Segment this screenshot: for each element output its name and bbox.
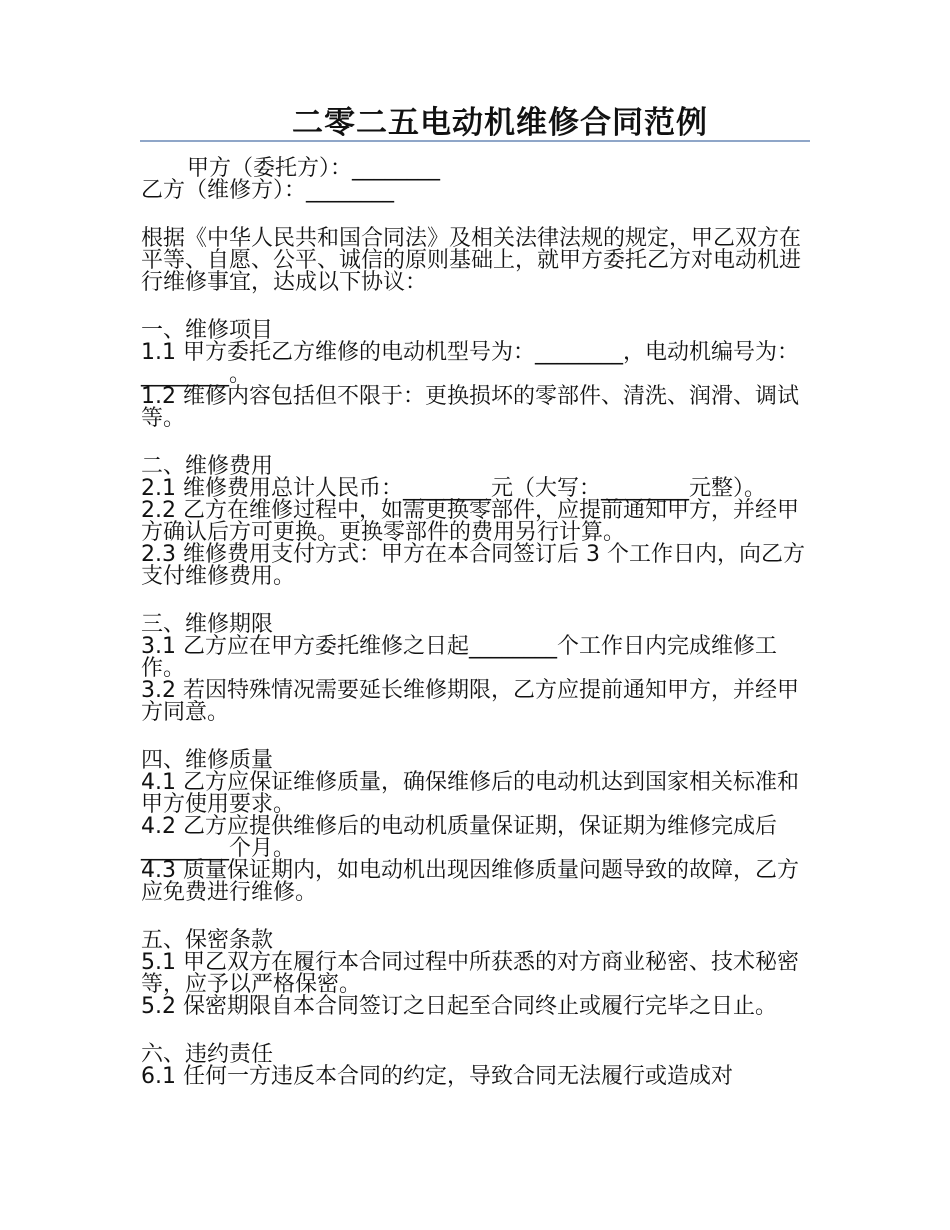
section-maintenance-fees	[141, 456, 809, 588]
section-maintenance-quality	[141, 750, 809, 904]
clause-3-2: 3.2 若因特殊情况需要延长维修期限，乙方应提前通知甲方，并经甲方同意。	[141, 678, 799, 725]
clause-5-1: 5.1 甲乙双方在履行本合同过程中所获悉的对方商业秘密、技术秘密等，应予以严格保密。	[141, 950, 799, 997]
clause-2-1: 2.1 维修费用总计人民币：________元（大写：________元整）。	[141, 476, 766, 501]
section-heading: 六、违约责任	[141, 1042, 274, 1067]
clause-4-2: 4.2 乙方应提供维修后的电动机质量保证期，保证期为维修完成后________个月。	[141, 814, 777, 861]
section-heading: 四、维修质量	[141, 748, 274, 773]
document-body	[141, 158, 809, 1088]
clause-6-1: 6.1 任何一方违反本合同的约定，导致合同无法履行或造成对	[141, 1064, 733, 1089]
section-breach-liability	[141, 1044, 809, 1088]
clause-1-2: 1.2 维修内容包括但不限于：更换损坏的零部件、清洗、润滑、调试等。	[141, 384, 799, 431]
party-b-line: 乙方（维修方）：________	[141, 178, 395, 203]
clause-2-3: 2.3 维修费用支付方式：甲方在本合同签订后 3 个工作日内，向乙方支付维修费用。	[141, 542, 805, 589]
section-heading: 三、维修期限	[141, 612, 274, 637]
section-heading: 二、维修费用	[141, 454, 274, 479]
clause-4-1: 4.1 乙方应保证维修质量，确保维修后的电动机达到国家相关标准和甲方使用要求。	[141, 770, 799, 817]
clause-2-2: 2.2 乙方在维修过程中，如需更换零部件，应提前通知甲方，并经甲方确认后方可更换。更换零部件的费用另行计算。	[141, 498, 799, 545]
clause-5-2: 5.2 保密期限自本合同签订之日起至合同终止或履行完毕之日止。	[141, 994, 777, 1019]
section-maintenance-items	[141, 320, 809, 430]
clause-4-3: 4.3 质量保证期内，如电动机出现因维修质量问题导致的故障，乙方应免费进行维修。	[141, 858, 799, 905]
section-heading: 五、保密条款	[141, 928, 274, 953]
clause-1-1: 1.1 甲方委托乙方维修的电动机型号为：________，电动机编号为：________。	[141, 340, 799, 387]
clause-3-1: 3.1 乙方应在甲方委托维修之日起________个工作日内完成维修工作。	[141, 634, 777, 681]
section-maintenance-period	[141, 614, 809, 724]
party-a-line: 甲方（委托方）：________	[187, 156, 441, 181]
intro-paragraph: 根据《中华人民共和国合同法》及相关法律法规的规定，甲乙双方在平等、自愿、公平、诚信的原则基础上，就甲方委托乙方对电动机进行维修事宜，达成以下协议：	[141, 226, 802, 295]
section-confidentiality	[141, 930, 809, 1018]
title-divider	[140, 140, 810, 142]
document-title: 二零二五电动机维修合同范例	[292, 105, 708, 141]
section-heading: 一、维修项目	[141, 318, 274, 343]
